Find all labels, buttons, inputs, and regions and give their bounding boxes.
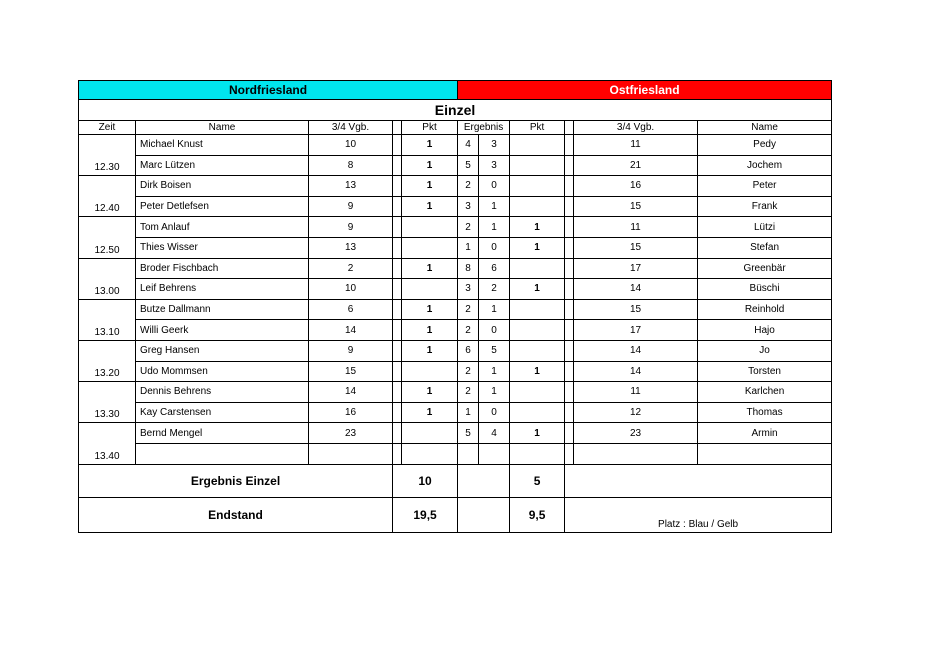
spacer-left — [393, 299, 402, 320]
ergebnis-right: 3 — [479, 155, 510, 176]
player-right-pkt — [510, 320, 565, 341]
header-vgb-right: 3/4 Vgb. — [574, 121, 698, 135]
player-right-pkt — [510, 176, 565, 197]
player-right-name: Torsten — [698, 361, 832, 382]
spacer-left — [393, 340, 402, 361]
spacer-left — [393, 382, 402, 403]
player-left-vgb: 10 — [309, 279, 393, 300]
ergebnis-left: 3 — [458, 279, 479, 300]
player-right-name: Reinhold — [698, 299, 832, 320]
match-row — [79, 361, 832, 382]
player-left-vgb: 13 — [309, 237, 393, 258]
spacer-left — [393, 237, 402, 258]
spacer-left — [393, 258, 402, 279]
player-right-name: Greenbär — [698, 258, 832, 279]
ergebnis-left — [458, 443, 479, 464]
player-left-name: Greg Hansen — [136, 340, 309, 361]
player-right-name: Büschi — [698, 279, 832, 300]
player-left-pkt: 1 — [402, 135, 458, 156]
player-left-name: Dirk Boisen — [136, 176, 309, 197]
player-right-vgb: 11 — [574, 217, 698, 238]
player-right-name: Thomas — [698, 402, 832, 423]
player-left-pkt — [402, 237, 458, 258]
spacer-right — [565, 155, 574, 176]
player-right-name: Armin — [698, 423, 832, 444]
ergebnis-left: 5 — [458, 423, 479, 444]
spacer-right — [565, 217, 574, 238]
player-left-vgb: 8 — [309, 155, 393, 176]
spacer-left — [393, 196, 402, 217]
team-right-header: Ostfriesland — [458, 81, 832, 100]
spacer-left — [393, 443, 402, 464]
player-left-pkt: 1 — [402, 382, 458, 403]
time-slot: 13.00 — [79, 258, 136, 299]
player-left-vgb: 10 — [309, 135, 393, 156]
ergebnis-left: 3 — [458, 196, 479, 217]
player-right-pkt — [510, 340, 565, 361]
player-left-vgb: 14 — [309, 382, 393, 403]
player-left-vgb: 9 — [309, 196, 393, 217]
ergebnis-left: 5 — [458, 155, 479, 176]
player-left-name: Thies Wisser — [136, 237, 309, 258]
match-row — [79, 299, 832, 320]
ergebnis-right: 0 — [479, 402, 510, 423]
spacer-right — [565, 279, 574, 300]
summary-einzel-left: 10 — [393, 464, 458, 497]
player-right-vgb: 11 — [574, 135, 698, 156]
match-row — [79, 402, 832, 423]
player-right-vgb: 15 — [574, 196, 698, 217]
summary-endstand-gap — [458, 497, 510, 532]
player-right-name: Pedy — [698, 135, 832, 156]
player-right-vgb: 12 — [574, 402, 698, 423]
player-left-pkt: 1 — [402, 320, 458, 341]
spacer-right — [565, 361, 574, 382]
header-zeit: Zeit — [79, 121, 136, 135]
player-left-name: Michael Knust — [136, 135, 309, 156]
spacer-right — [565, 382, 574, 403]
player-right-name — [698, 443, 832, 464]
player-left-vgb: 15 — [309, 361, 393, 382]
spacer-right — [565, 443, 574, 464]
ergebnis-left: 2 — [458, 217, 479, 238]
header-name-right: Name — [698, 121, 832, 135]
spacer-right — [565, 299, 574, 320]
player-right-pkt — [510, 402, 565, 423]
player-left-pkt: 1 — [402, 196, 458, 217]
ergebnis-left: 2 — [458, 176, 479, 197]
match-row — [79, 279, 832, 300]
player-left-pkt: 1 — [402, 340, 458, 361]
time-slot: 13.10 — [79, 299, 136, 340]
player-left-vgb — [309, 443, 393, 464]
ergebnis-right: 1 — [479, 196, 510, 217]
player-left-vgb: 2 — [309, 258, 393, 279]
player-left-pkt — [402, 361, 458, 382]
ergebnis-left: 2 — [458, 320, 479, 341]
player-right-name: Jochem — [698, 155, 832, 176]
time-slot: 13.30 — [79, 382, 136, 423]
player-left-name: Peter Detlefsen — [136, 196, 309, 217]
spacer-right — [565, 237, 574, 258]
time-slot: 12.50 — [79, 217, 136, 258]
player-left-name: Udo Mommsen — [136, 361, 309, 382]
ergebnis-right: 2 — [479, 279, 510, 300]
spacer-right — [565, 135, 574, 156]
summary-einzel-gap — [458, 464, 510, 497]
ergebnis-right: 1 — [479, 299, 510, 320]
ergebnis-right: 0 — [479, 320, 510, 341]
summary-einzel-right: 5 — [510, 464, 565, 497]
player-left-pkt — [402, 217, 458, 238]
ergebnis-left: 4 — [458, 135, 479, 156]
match-row — [79, 155, 832, 176]
player-left-name: Marc Lützen — [136, 155, 309, 176]
spacer-left — [393, 217, 402, 238]
spacer-left — [393, 423, 402, 444]
match-row — [79, 320, 832, 341]
time-slot: 12.40 — [79, 176, 136, 217]
ergebnis-right: 1 — [479, 217, 510, 238]
player-right-pkt: 1 — [510, 217, 565, 238]
player-right-pkt — [510, 382, 565, 403]
header-pkt-right: Pkt — [510, 121, 565, 135]
ergebnis-left: 2 — [458, 382, 479, 403]
player-right-vgb: 14 — [574, 340, 698, 361]
player-left-pkt — [402, 423, 458, 444]
player-right-vgb: 23 — [574, 423, 698, 444]
player-right-vgb: 14 — [574, 279, 698, 300]
player-right-pkt — [510, 299, 565, 320]
match-row — [79, 217, 832, 238]
ergebnis-right — [479, 443, 510, 464]
player-left-name: Bernd Mengel — [136, 423, 309, 444]
section-title: Einzel — [79, 100, 832, 121]
match-row — [79, 237, 832, 258]
player-right-pkt — [510, 155, 565, 176]
player-right-name: Frank — [698, 196, 832, 217]
player-left-name: Kay Carstensen — [136, 402, 309, 423]
summary-einzel-label: Ergebnis Einzel — [79, 464, 393, 497]
player-left-name: Leif Behrens — [136, 279, 309, 300]
spacer-right — [565, 196, 574, 217]
spacer-right — [565, 402, 574, 423]
ergebnis-left: 8 — [458, 258, 479, 279]
player-right-pkt: 1 — [510, 361, 565, 382]
player-left-name: Butze Dallmann — [136, 299, 309, 320]
spacer-left — [393, 135, 402, 156]
time-slot: 12.30 — [79, 135, 136, 176]
match-row — [79, 382, 832, 403]
player-left-pkt — [402, 279, 458, 300]
summary-endstand-right: 9,5 — [510, 497, 565, 532]
player-right-pkt — [510, 443, 565, 464]
player-left-pkt: 1 — [402, 155, 458, 176]
ergebnis-right: 0 — [479, 237, 510, 258]
summary-endstand-label: Endstand — [79, 497, 393, 532]
player-left-vgb: 9 — [309, 217, 393, 238]
player-left-vgb: 16 — [309, 402, 393, 423]
match-row — [79, 135, 832, 156]
ergebnis-left: 6 — [458, 340, 479, 361]
player-right-vgb: 21 — [574, 155, 698, 176]
ergebnis-right: 1 — [479, 382, 510, 403]
player-left-vgb: 13 — [309, 176, 393, 197]
spacer-left — [393, 320, 402, 341]
ergebnis-right: 0 — [479, 176, 510, 197]
ergebnis-right: 3 — [479, 135, 510, 156]
spacer-left — [393, 279, 402, 300]
player-left-vgb: 9 — [309, 340, 393, 361]
player-right-name: Hajo — [698, 320, 832, 341]
summary-einzel-row — [79, 464, 832, 497]
player-right-pkt: 1 — [510, 237, 565, 258]
player-right-pkt — [510, 135, 565, 156]
player-left-name: Willi Geerk — [136, 320, 309, 341]
match-row — [79, 258, 832, 279]
player-left-pkt: 1 — [402, 402, 458, 423]
summary-endstand-row — [79, 497, 832, 532]
player-left-name: Dennis Behrens — [136, 382, 309, 403]
player-left-name — [136, 443, 309, 464]
header-name-left: Name — [136, 121, 309, 135]
player-right-pkt: 1 — [510, 279, 565, 300]
header-pkt-left: Pkt — [402, 121, 458, 135]
player-left-vgb: 23 — [309, 423, 393, 444]
player-right-vgb: 17 — [574, 258, 698, 279]
ergebnis-left: 1 — [458, 402, 479, 423]
player-right-name: Karlchen — [698, 382, 832, 403]
ergebnis-right: 5 — [479, 340, 510, 361]
player-right-name: Jo — [698, 340, 832, 361]
match-row — [79, 340, 832, 361]
ergebnis-right: 6 — [479, 258, 510, 279]
spacer-left — [393, 361, 402, 382]
player-right-vgb: 15 — [574, 237, 698, 258]
platz-note: Platz : Blau / Gelb — [565, 497, 832, 532]
player-right-vgb: 17 — [574, 320, 698, 341]
ergebnis-left: 2 — [458, 299, 479, 320]
spacer-right — [565, 423, 574, 444]
ergebnis-right: 4 — [479, 423, 510, 444]
spacer-left — [393, 402, 402, 423]
spacer-right — [565, 258, 574, 279]
summary-einzel-blank — [565, 464, 832, 497]
player-right-pkt — [510, 196, 565, 217]
header-spacer-right — [565, 121, 574, 135]
column-headers — [79, 121, 832, 135]
summary-endstand-left: 19,5 — [393, 497, 458, 532]
player-left-pkt — [402, 443, 458, 464]
player-left-name: Broder Fischbach — [136, 258, 309, 279]
spacer-right — [565, 320, 574, 341]
player-left-pkt: 1 — [402, 258, 458, 279]
player-right-vgb: 16 — [574, 176, 698, 197]
time-slot: 13.20 — [79, 340, 136, 381]
time-slot: 13.40 — [79, 423, 136, 464]
player-left-vgb: 6 — [309, 299, 393, 320]
player-right-pkt — [510, 258, 565, 279]
header-ergebnis: Ergebnis — [458, 121, 510, 135]
player-right-vgb — [574, 443, 698, 464]
player-right-name: Stefan — [698, 237, 832, 258]
header-vgb-left: 3/4 Vgb. — [309, 121, 393, 135]
match-row — [79, 196, 832, 217]
header-spacer-left — [393, 121, 402, 135]
match-row — [79, 176, 832, 197]
player-right-vgb: 11 — [574, 382, 698, 403]
player-left-vgb: 14 — [309, 320, 393, 341]
player-right-vgb: 15 — [574, 299, 698, 320]
ergebnis-left: 1 — [458, 237, 479, 258]
spacer-right — [565, 340, 574, 361]
ergebnis-right: 1 — [479, 361, 510, 382]
team-left-header: Nordfriesland — [79, 81, 458, 100]
player-left-pkt: 1 — [402, 176, 458, 197]
spacer-left — [393, 176, 402, 197]
player-right-pkt: 1 — [510, 423, 565, 444]
match-row — [79, 443, 832, 464]
player-left-pkt: 1 — [402, 299, 458, 320]
ergebnis-left: 2 — [458, 361, 479, 382]
player-left-name: Tom Anlauf — [136, 217, 309, 238]
player-right-vgb: 14 — [574, 361, 698, 382]
match-row — [79, 423, 832, 444]
score-sheet — [78, 80, 832, 533]
player-right-name: Lützi — [698, 217, 832, 238]
player-right-name: Peter — [698, 176, 832, 197]
spacer-right — [565, 176, 574, 197]
spacer-left — [393, 155, 402, 176]
